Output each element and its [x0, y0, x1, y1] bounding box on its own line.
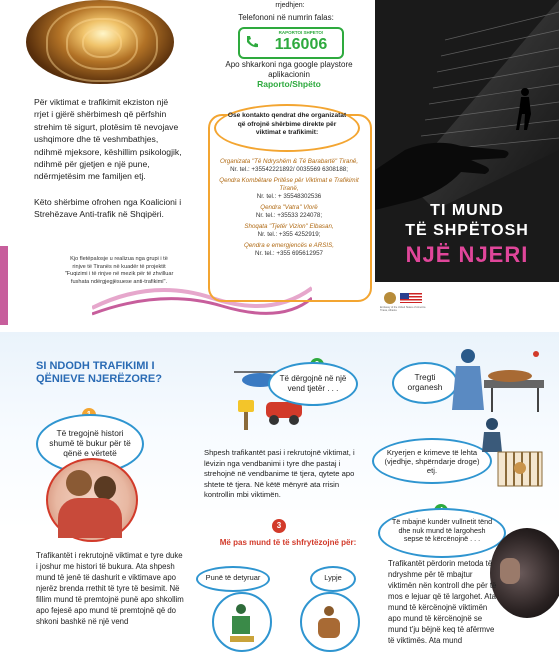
embassy-seal-icon: [384, 292, 396, 304]
hotline-number: 116006: [274, 36, 328, 53]
org-item: Organizata "Të Ndryshëm & Të Barabartë" Tiranë, Nr. tel.: +35542221892/ 0035569 6308188;: [219, 158, 359, 173]
control-description: Trafikantët përdorin metoda të ndryshme për të mbajtur viktimën nën kontroll dhe për të mos e lejuar që të largohet. Ata mund të kërcënojnë viktimën apo mund të kërcënojnë se mund t'ju bëjnë keq të afërmve të viktimës. Ata mund: [388, 559, 497, 645]
us-flag-icon: [400, 293, 422, 303]
poster-line2: TË SHPËTOSH: [405, 222, 529, 239]
org-item: Qendra e emergjencës e ARSIS, Nr. tel.: +355 695612957: [244, 242, 334, 257]
forced-labor-bubble: Punë të detyruar: [196, 566, 270, 592]
recruitment-description: Trafikantët i rekrutojnë viktimat e tyre duke i joshur me histori të bukura. Ata shpesh mund të jenë të dashurit e viktimave apo njerëz brenda rrethit të tyre të besimit. Në fillim mund të premtojnë punë apo shkollim apo fejesë apo mund të premtojnë që do shkoni bashkë në një vend: [36, 551, 184, 626]
petty-crime-bubble: Kryerjen e krimeve të lehta (vjedhje, shpërndarje droge) etj.: [372, 438, 492, 484]
couple-illustration: [46, 458, 138, 542]
step3-heading: Më pas mund të të shfrytëzojnë për:: [219, 538, 357, 547]
app-name-link[interactable]: Raporto/Shpëto: [257, 79, 321, 89]
begging-bubble: Lypje: [310, 566, 356, 592]
org-item: Shoqata "Tjetër Vizion" Elbasan, Nr. tel.: +355 4252919;: [244, 223, 334, 238]
hotline-caption: RAPORTOI SHPETO!: [278, 30, 324, 35]
services-paragraph: Për viktimat e trafikimit ekziston një rrjet i gjërë shërbimesh që përfshin strehim të sigurt, plotësim të nevojave ushqimore dhe të veshmbathjes, ndihmë mjeksore, këshillim psikologjik, ndihmë për gjetjen e një pune, ndërmjetësim me familjen etj.: [34, 97, 182, 182]
section-title-line1: SI NDODH TRAFIKIMI I: [36, 360, 155, 372]
begging-icon: [300, 592, 360, 652]
poster-line3: NJË NJERI: [405, 242, 529, 267]
phone-icon: [244, 34, 260, 50]
leaflet-note: Kjo fletëpalosje u realizua nga grupi i të rinjve të Tiranës në kuadër të projektit "Fuqizimi i të rinjve në mezik për të zhvilluar fushata ndërgjegjësuese anti-trafikimi".: [64, 256, 174, 285]
forced-labor-icon: [212, 592, 272, 652]
org-item: Qendra "Vatra" Vlorë Nr. tel.: +35533 224078;: [255, 204, 323, 219]
top-panel: [0, 0, 559, 325]
step2-description: Shpesh trafikantët pasi i rekrutojnë viktimat, i lëvizin nga vendbanimi i tyre dhe pastaj i strehojnë në vendbanime të tjera, qytete apo shtete të tjera. Në këtë mënyrë ata rrisin kontrollin mbi viktimën.: [204, 448, 355, 500]
download-text: Apo shkarkoni nga google playstore aplikacionin: [225, 60, 353, 79]
tunnel-photo: [26, 0, 174, 84]
step2-bubble: Të dërgojnë në një vend tjetër . . .: [268, 362, 358, 406]
org-item: Qendra Kombëtare Pritëse për Viktimat e Trafikimit Tiranë, Nr. tel.: + 35548302536: [219, 177, 359, 200]
org-list: [214, 158, 364, 258]
hotline-badge[interactable]: [238, 27, 344, 59]
coalition-paragraph: Këto shërbime ofrohen nga Koalicioni i Strehëzave Anti-trafik në Shqipëri.: [34, 197, 182, 220]
step1-bubble: Të tregojnë histori shumë të bukur për të qënë e vërtetë: [36, 414, 144, 474]
section-title-line2: QËNIEVE NJERËZORE?: [36, 373, 162, 385]
poster-line1: TI MUND: [430, 202, 504, 219]
phone-label: Telefononi në numrin falas:: [238, 13, 334, 22]
step3-number: 3: [272, 519, 286, 533]
campaign-poster: [375, 0, 559, 282]
pink-accent-bar: [0, 246, 8, 325]
bottom-panel: [0, 332, 559, 661]
step4-bubble: Të mbajnë kundër vullnetit tënd dhe nuk mund të largohesh sepse të kërcënojnë . . .: [378, 508, 506, 558]
victim-photo: [490, 528, 559, 618]
embassy-text: Embassy of the United States of America Tirana, Albania: [380, 306, 426, 312]
contact-heading: Ose kontakto qendrat dhe organizatat që ofrojnë shërbime direkte për viktimat e trafikimit:: [227, 112, 347, 137]
partial-top-text: rrjedhjen:: [275, 2, 305, 9]
organ-trade-illustration: [448, 346, 548, 414]
prison-illustration: [478, 416, 544, 488]
contact-heading-ellipse: [214, 104, 360, 152]
organ-trade-bubble: Tregti organesh: [392, 362, 458, 404]
